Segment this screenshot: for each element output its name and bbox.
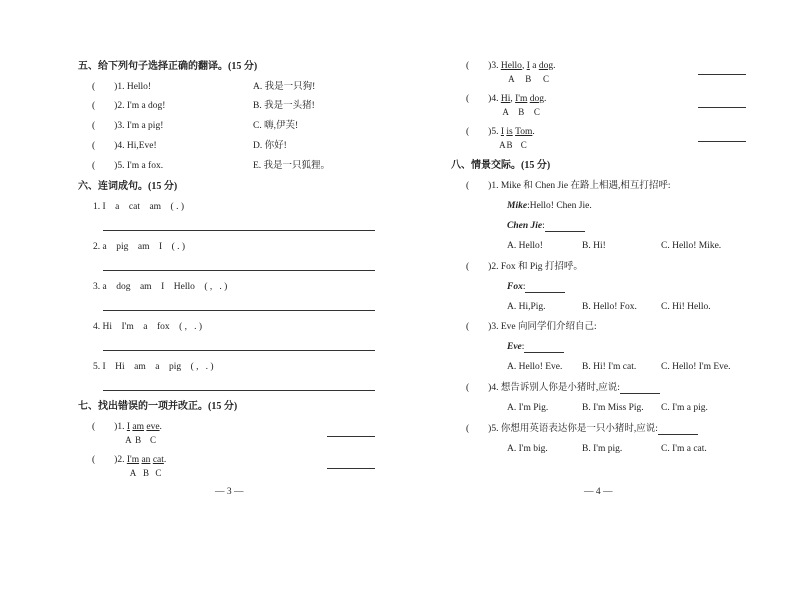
error-item-5 xyxy=(466,126,535,150)
option-c: C. I'm a cat. xyxy=(661,444,707,454)
item-number: 4. xyxy=(491,94,501,104)
answer-paren: ( ) xyxy=(466,181,492,191)
sentence-end: . xyxy=(543,94,547,104)
option-b: B. Hello! Fox. xyxy=(582,302,637,312)
separator: , xyxy=(510,94,516,104)
item-number: 1. xyxy=(117,422,127,432)
word: Hi xyxy=(500,94,511,104)
option-label: A xyxy=(125,435,132,445)
dialogue-line-eve xyxy=(507,341,564,353)
answer-blank xyxy=(620,383,660,394)
error-item-1 xyxy=(92,421,162,445)
option-word-a xyxy=(500,60,522,84)
error-item-4 xyxy=(466,93,547,117)
option-label: C xyxy=(520,140,527,150)
option-b: B. I'm Miss Pig. xyxy=(582,403,644,413)
option-word-c xyxy=(515,126,535,150)
answer-paren: ( ) xyxy=(92,422,118,432)
item-number: 5. xyxy=(491,127,501,137)
option-word-b xyxy=(515,93,528,117)
dialogue-line-chen-jie xyxy=(507,220,585,232)
answer-blank xyxy=(658,424,698,435)
dialogue-question-2 xyxy=(466,261,583,273)
word: an xyxy=(141,455,151,465)
translation-option-e: E. 我是一只狐狸。 xyxy=(253,161,331,171)
dialogue-question-4 xyxy=(466,382,660,394)
answer-paren: ( ) xyxy=(92,161,118,171)
option-label: C xyxy=(542,74,549,84)
option-label: B xyxy=(525,74,532,84)
option-c: C. Hi! Hello. xyxy=(661,302,711,312)
option-a: A. I'm Pig. xyxy=(507,403,549,413)
correction-line xyxy=(327,468,375,469)
answer-line xyxy=(103,230,375,231)
answer-line xyxy=(103,270,375,271)
translation-question-1 xyxy=(92,81,151,93)
word: is xyxy=(506,127,513,137)
question-sentence: 2. I'm a dog! xyxy=(117,101,166,111)
option-b: B. Hi! xyxy=(582,241,606,251)
word: I xyxy=(500,127,504,137)
answer-blank xyxy=(521,342,564,353)
section-7-heading: 七、找出错误的一项并改正。(15 分) xyxy=(78,401,238,412)
option-a: A. Hi,Pig. xyxy=(507,302,546,312)
word-order-item-1: 1. I a cat am ( . ) xyxy=(93,202,185,212)
correction-line xyxy=(698,141,746,142)
option-c: C. Hello! Mike. xyxy=(661,241,722,251)
answer-paren: ( ) xyxy=(92,121,118,131)
word-order-item-2: 2. a pig am I ( . ) xyxy=(93,242,186,252)
question-sentence: 3. I'm a pig! xyxy=(117,121,164,131)
answer-paren: ( ) xyxy=(92,101,118,111)
separator: a xyxy=(529,61,539,71)
word-order-item-3: 3. a dog am I Hello ( , . ) xyxy=(93,282,228,292)
question-text: 3. Eve 向同学们介绍自己: xyxy=(491,322,597,332)
translation-question-2 xyxy=(92,100,165,112)
answer-paren: ( ) xyxy=(466,322,492,332)
word: eve xyxy=(146,422,160,432)
translation-question-4 xyxy=(92,140,157,152)
option-word-a xyxy=(126,454,140,478)
separator: , xyxy=(521,61,527,71)
answer-blank xyxy=(522,282,565,293)
word: I xyxy=(526,61,530,71)
option-word-b xyxy=(141,454,151,478)
dialogue-question-1 xyxy=(466,180,671,192)
option-word-c xyxy=(538,60,556,84)
error-item-2 xyxy=(92,454,167,478)
word: dog xyxy=(529,94,544,104)
answer-paren: ( ) xyxy=(92,455,118,465)
speaker-name: Chen Jie xyxy=(507,221,543,231)
option-label: A xyxy=(508,74,515,84)
option-a: A. I'm big. xyxy=(507,444,548,454)
dialogue-question-3 xyxy=(466,321,597,333)
answer-paren: ( ) xyxy=(92,141,118,151)
dialogue-line-fox xyxy=(507,281,565,293)
question-sentence: 1. Hello! xyxy=(117,82,152,92)
speaker-name: Fox xyxy=(507,282,523,292)
dialogue-line-mike xyxy=(507,200,592,212)
translation-question-5 xyxy=(92,160,163,172)
word: I'm xyxy=(126,455,140,465)
word: Hello xyxy=(500,61,522,71)
option-word-c xyxy=(146,421,160,445)
option-word-c xyxy=(529,93,547,117)
translation-option-d: D. 你好! xyxy=(253,141,287,151)
answer-paren: ( ) xyxy=(466,383,492,393)
correction-line xyxy=(327,436,375,437)
correction-line xyxy=(698,74,746,75)
question-sentence: 5. I'm a fox. xyxy=(117,161,164,171)
word-order-item-4: 4. Hi I'm a fox ( , . ) xyxy=(93,322,203,332)
option-word-c xyxy=(152,454,167,478)
option-b: B. Hi! I'm cat. xyxy=(582,362,637,372)
answer-blank xyxy=(545,221,585,232)
question-text: 1. Mike 和 Chen Jie 在路上相遇,相互打招呼: xyxy=(491,181,671,191)
option-word-a xyxy=(499,126,506,150)
option-label: A xyxy=(499,140,506,150)
item-number: 2. xyxy=(117,455,127,465)
option-c: C. Hello! I'm Eve. xyxy=(661,362,731,372)
option-word-b xyxy=(525,60,532,84)
question-text: 2. Fox 和 Pig 打招呼。 xyxy=(491,262,583,272)
word: I xyxy=(126,422,130,432)
item-number: 3. xyxy=(491,61,501,71)
sentence-end: . xyxy=(163,455,167,465)
question-sentence: 4. Hi,Eve! xyxy=(117,141,157,151)
translation-question-3 xyxy=(92,120,163,132)
translation-option-a: A. 我是一只狗! xyxy=(253,82,316,92)
word-order-item-5: 5. I Hi am a pig ( , . ) xyxy=(93,362,214,372)
section-5-heading: 五、给下列句子选择正确的翻译。(15 分) xyxy=(78,61,258,72)
word: cat xyxy=(152,455,164,465)
section-8-heading: 八、情景交际。(15 分) xyxy=(451,160,551,171)
answer-line xyxy=(103,310,375,311)
correction-line xyxy=(698,107,746,108)
option-label: C xyxy=(149,435,156,445)
sentence-end: . xyxy=(553,61,556,71)
option-label: A xyxy=(129,468,137,478)
option-word-a xyxy=(500,93,511,117)
page-number-left: — 3 — xyxy=(215,487,244,497)
error-item-3 xyxy=(466,60,556,84)
page-number-right: — 4 — xyxy=(584,487,613,497)
question-text: 4. 想告诉别人你是小猪时,应说: xyxy=(491,383,620,393)
speaker-name: Eve xyxy=(507,342,522,352)
option-label: B xyxy=(506,140,513,150)
speech-text: : xyxy=(522,282,526,292)
answer-paren: ( ) xyxy=(92,82,118,92)
sentence-end: . xyxy=(159,422,162,432)
dialogue-question-5 xyxy=(466,423,698,435)
word: am xyxy=(132,422,144,432)
speaker-name: Mike xyxy=(507,201,528,211)
answer-paren: ( ) xyxy=(466,424,492,434)
option-label: B xyxy=(518,107,525,117)
option-a: A. Hello! Eve. xyxy=(507,362,563,372)
section-6-heading: 六、连词成句。(15 分) xyxy=(78,181,178,192)
answer-paren: ( ) xyxy=(466,94,492,104)
answer-paren: ( ) xyxy=(466,127,492,137)
speech-text: : xyxy=(521,342,525,352)
translation-option-c: C. 嗨,伊芙! xyxy=(253,121,299,131)
option-label: B xyxy=(135,435,142,445)
option-word-b xyxy=(506,126,513,150)
speech-text: : xyxy=(542,221,545,231)
option-c: C. I'm a pig. xyxy=(661,403,708,413)
word: I'm xyxy=(515,94,528,104)
option-label: C xyxy=(155,468,162,478)
answer-line xyxy=(103,390,375,391)
option-word-b xyxy=(132,421,144,445)
word: dog xyxy=(538,61,554,71)
word: Tom xyxy=(515,127,533,137)
option-word-a xyxy=(125,421,132,445)
option-label: A xyxy=(502,107,509,117)
answer-paren: ( ) xyxy=(466,262,492,272)
option-b: B. I'm pig. xyxy=(582,444,623,454)
answer-paren: ( ) xyxy=(466,61,492,71)
translation-option-b: B. 我是一头猪! xyxy=(253,101,315,111)
question-text: 5. 你想用英语表达你是一只小猪时,应说: xyxy=(491,424,658,434)
sentence-end: . xyxy=(532,127,535,137)
option-a: A. Hello! xyxy=(507,241,543,251)
speech-text: :Hello! Chen Jie. xyxy=(527,201,592,211)
option-label: B xyxy=(142,468,149,478)
answer-line xyxy=(103,350,375,351)
option-label: C xyxy=(533,107,540,117)
